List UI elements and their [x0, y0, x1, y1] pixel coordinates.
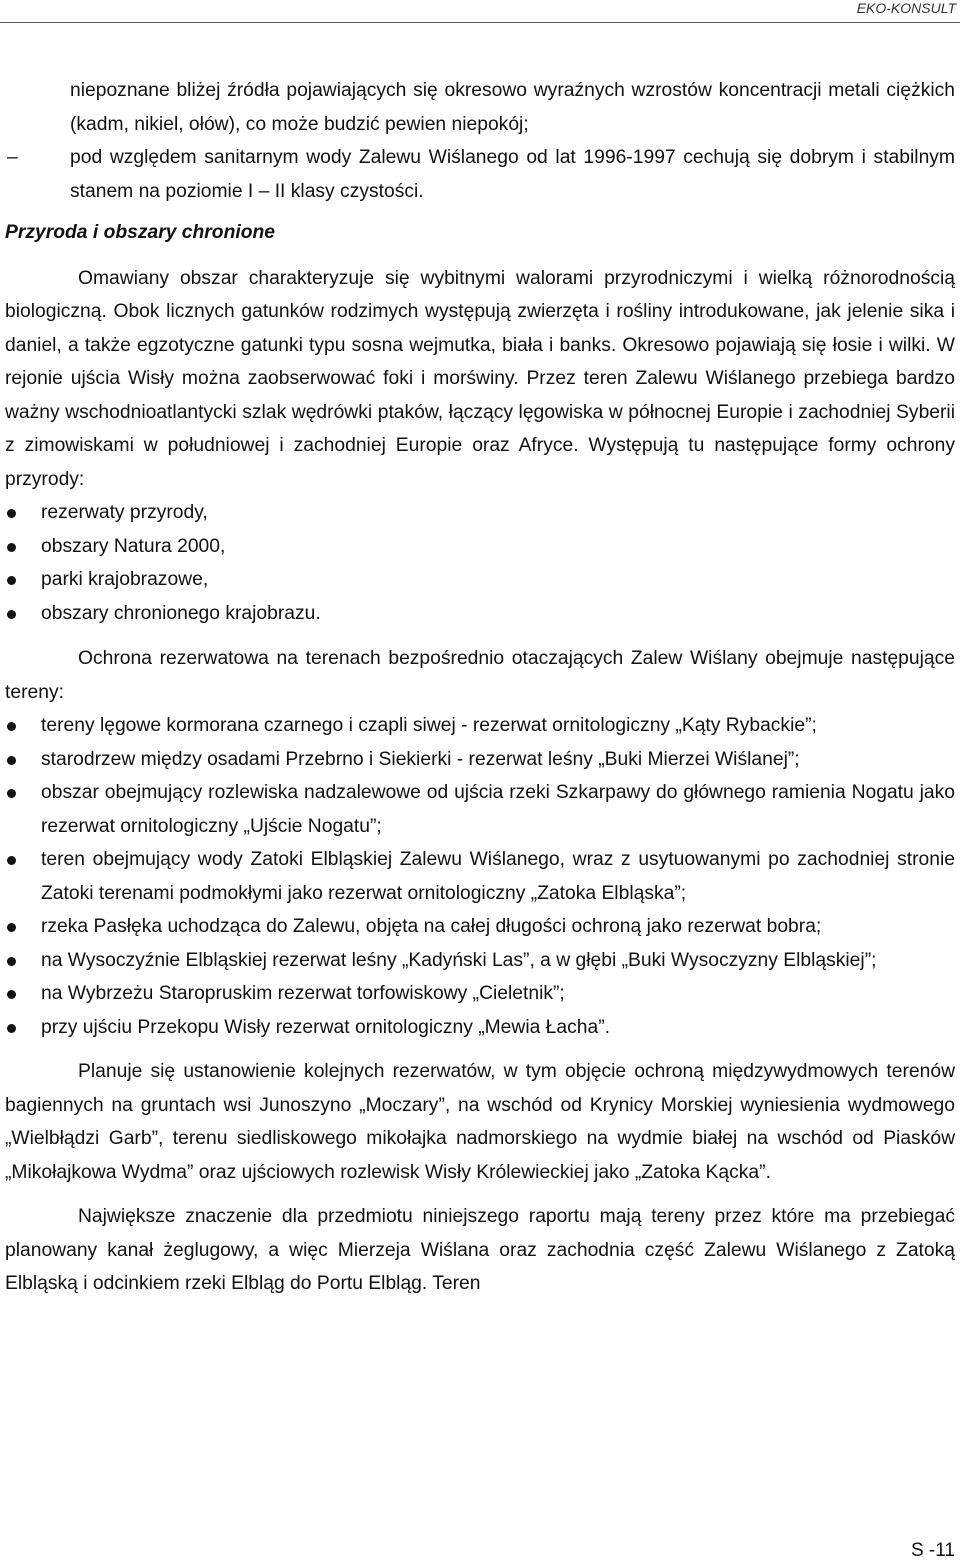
bullet-icon	[7, 1024, 16, 1033]
header-label: EKO-KONSULT	[856, 0, 956, 16]
bullet-icon	[7, 957, 16, 966]
bullet-icon	[7, 789, 16, 798]
intro-dash-text: pod względem sanitarnym wody Zalewu Wiślanego od lat 1996-1997 cechują się dobrym i stabilnym stanem na poziomie I – II klasy czystości.	[70, 147, 955, 202]
list-item: rezerwaty przyrody,	[5, 496, 955, 530]
bullet-icon	[7, 543, 16, 552]
dash-marker: –	[7, 147, 18, 168]
page-number: S -11	[910, 1540, 955, 1561]
paragraph-4: Największe znaczenie dla przedmiotu niniejszego raportu mają tereny przez które ma przebiegać planowany kanał żeglugowy, a więc Mierzeja Wiślana oraz zachodnia część Zalewu Wiślanego z Zatoką Elbląską i odcinkiem rzeki Elbląg do Portu Elbląg. Teren	[5, 1206, 955, 1294]
page-header	[0, 0, 960, 23]
list-item: obszary chronionego krajobrazu.	[5, 597, 955, 631]
list-item: rzeka Pasłęka uchodząca do Zalewu, objęta na całej długości ochroną jako rezerwat bobra;	[5, 910, 955, 944]
bullet-icon	[7, 990, 16, 999]
bullet-icon	[7, 610, 16, 619]
bullet-icon	[7, 509, 16, 518]
list-item: na Wysoczyźnie Elbląskiej rezerwat leśny „Kadyński Las”, a w głębi „Buki Wysoczyzny Elbląskiej”;	[5, 944, 955, 978]
bullet-icon	[7, 576, 16, 585]
list-item: teren obejmujący wody Zatoki Elbląskiej Zalewu Wiślanego, wraz z usytuowanymi po zachodniej stronie Zatoki terenami podmokłymi jako rezerwat ornitologiczny „Zatoka Elbląska”;	[5, 843, 955, 910]
list-item: obszary Natura 2000,	[5, 530, 955, 564]
intro-dash-item	[5, 141, 955, 208]
bullet-icon	[7, 756, 16, 765]
reserves-list	[5, 709, 955, 1044]
list-item: tereny lęgowe kormorana czarnego i czapli siwej - rezerwat ornitologiczny „Kąty Rybackie”;	[5, 709, 955, 743]
bullet-icon	[7, 722, 16, 731]
list-item: na Wybrzeżu Staropruskim rezerwat torfowiskowy „Cieletnik”;	[5, 977, 955, 1011]
section-heading: Przyroda i obszary chronione	[5, 222, 276, 243]
list-item: parki krajobrazowe,	[5, 563, 955, 597]
bullet-icon	[7, 923, 16, 932]
intro-paragraph-1: niepoznane bliżej źródła pojawiających się okresowo wyraźnych wzrostów koncentracji metali ciężkich (kadm, nikiel, ołów), co może budzić pewien niepokój;	[70, 80, 955, 135]
document-body	[5, 74, 955, 1301]
list-item: starodrzew między osadami Przebrno i Siekierki - rezerwat leśny „Buki Mierzei Wiślanej”;	[5, 743, 955, 777]
list-item: przy ujściu Przekopu Wisły rezerwat ornitologiczny „Mewia Łacha”.	[5, 1011, 955, 1045]
paragraph-2: Ochrona rezerwatowa na terenach bezpośrednio otaczających Zalew Wiślany obejmuje następujące tereny:	[5, 648, 955, 703]
bullet-icon	[7, 856, 16, 865]
paragraph-3: Planuje się ustanowienie kolejnych rezerwatów, w tym objęcie ochroną międzywydmowych terenów bagiennych na gruntach wsi Junoszyno „Moczary”, na wschód od Krynicy Morskiej wyniesienia wydmowego „Wielbłądzi Garb”, terenu siedliskowego mikołajka nadmorskiego na wydmie białej na wschód od Piasków „Mikołajkowa Wydma” oraz ujściowych rozlewisk Wisły Królewieckiej jako „Zatoka Kącka”.	[5, 1061, 955, 1183]
paragraph-1: Omawiany obszar charakteryzuje się wybitnymi walorami przyrodniczymi i wielką różnorodnością biologiczną. Obok licznych gatunków rodzimych występują zwierzęta i rośliny introdukowane, jak jelenie sika i daniel, a także egzotyczne gatunki typu sosna wejmutka, biała i banks. Okresowo pojawiają się łosie i wilki. W rejonie ujścia Wisły można zaobserwować foki i morświny. Przez teren Zalewu Wiślanego przebiega bardzo ważny wschodnioatlantycki szlak wędrówki ptaków, łączący lęgowiska w północnej Europie i zachodniej Syberii z zimowiskami w południowej i zachodniej Europie oraz Afryce. Występują tu następujące formy ochrony przyrody:	[5, 267, 955, 490]
list-item: obszar obejmujący rozlewiska nadzalewowe od ujścia rzeki Szkarpawy do głównego ramienia Nogatu jako rezerwat ornitologiczny „Ujście Nogatu”;	[5, 776, 955, 843]
protection-forms-list	[5, 496, 955, 630]
